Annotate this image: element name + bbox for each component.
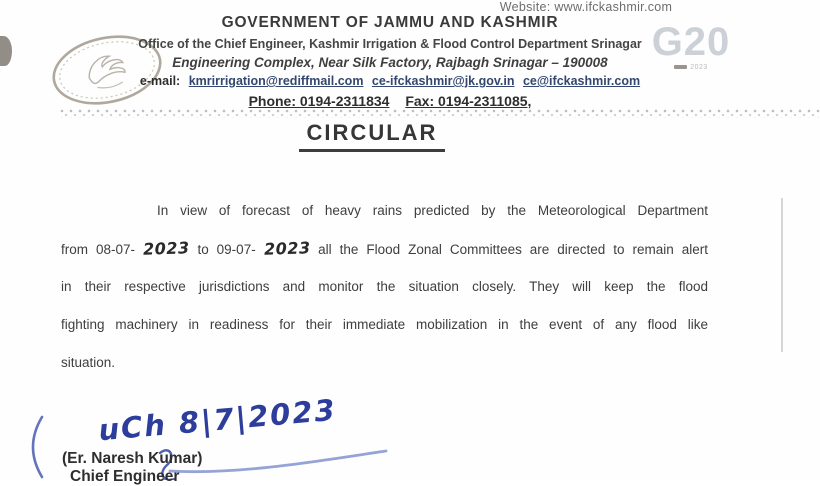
g20-tagline-mark (674, 65, 687, 69)
body-line-1: In view of forecast of heavy rains predicted by the Meteorological Department (157, 203, 708, 218)
dotted-separator (60, 109, 820, 118)
handwritten-year-1: 2023 (142, 238, 190, 259)
signer-name: (Er. Naresh Kumar) (62, 450, 203, 467)
office-line: Office of the Chief Engineer, Kashmir Irrigation & Flood Control Department Srinagar (138, 37, 642, 51)
government-title: GOVERNMENT OF JAMMU AND KASHMIR (221, 14, 559, 31)
title-row (0, 120, 744, 152)
email-address-2: ce-ifckashmir@jk.gov.in (371, 74, 515, 88)
body-line-4: fighting machinery in readiness for their immediate mobilization in the event of any flood like (61, 317, 708, 332)
body-line-5: situation. (61, 355, 116, 370)
website-line: Website: www.ifckashmir.com (499, 0, 673, 14)
scan-smudge (0, 36, 12, 66)
email-label: e-mail: (139, 74, 181, 88)
signer-designation: Chief Engineer (70, 468, 180, 485)
g20-tagline: 2023 (636, 64, 746, 71)
g20-logo-text: G20 (651, 20, 731, 64)
email-address-3: ce@ifckashmir.com (522, 74, 641, 88)
handwritten-initials-date: uCh 8|7|2023 (96, 392, 338, 448)
body-line-2: from 08-07- 2023 to 09-07- 2023 all the Flood Zonal Committees are directed to remain alert (61, 234, 708, 272)
email-address-1: kmrirrigation@rediffmail.com (188, 74, 364, 88)
fax-number: Fax: 0194-2311085, (405, 93, 532, 109)
address-line: Engineering Complex, Near Silk Factory, Rajbagh Srinagar – 190008 (172, 55, 608, 70)
phone-number: Phone: 0194-2311834 (248, 93, 390, 109)
scan-artifact-line (781, 198, 783, 352)
handwritten-year-2: 2023 (263, 238, 311, 259)
phone-fax-line (60, 93, 720, 109)
letterhead (60, 14, 720, 109)
page-title: CIRCULAR (299, 120, 446, 152)
email-line (60, 74, 720, 88)
body-line-3: in their respective jurisdictions and monitor the situation closely. They will keep the flood (61, 279, 708, 294)
g20-logo (636, 20, 746, 71)
circular-body (61, 196, 708, 386)
